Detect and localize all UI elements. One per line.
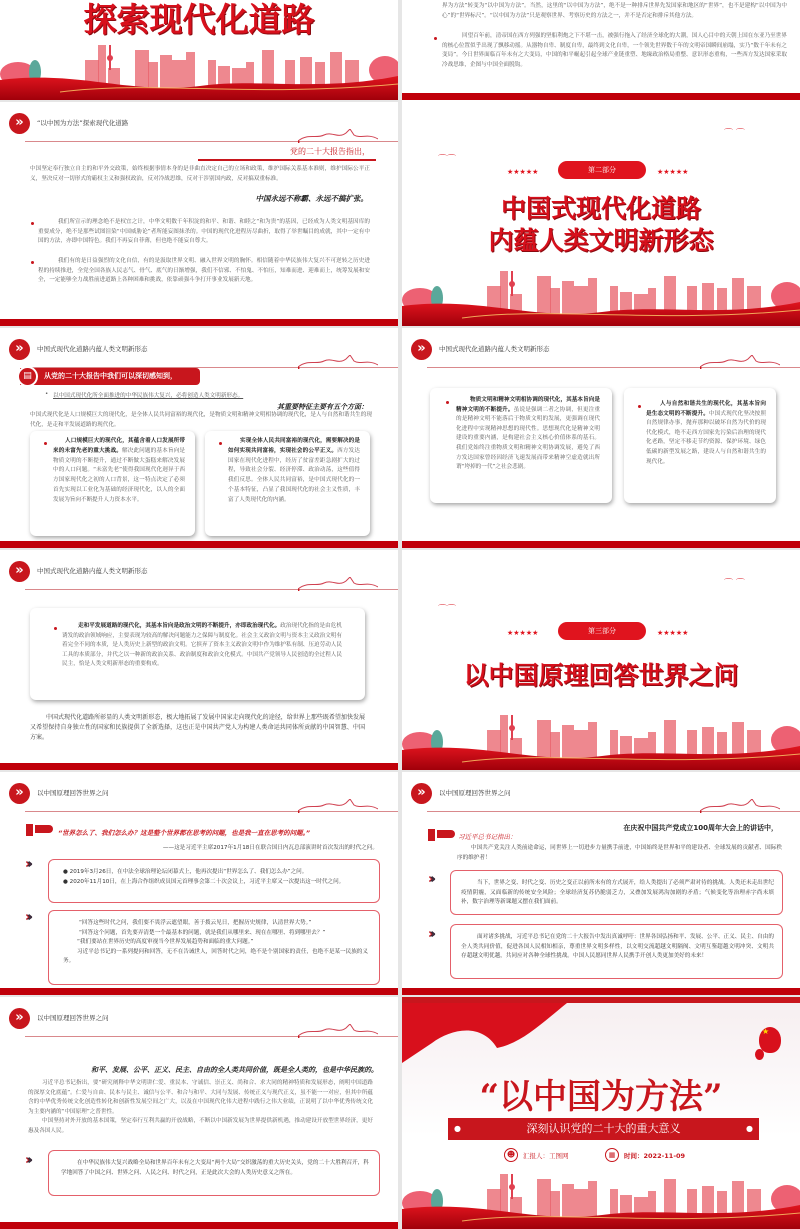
double-chevron-icon: » xyxy=(9,783,30,804)
card-heading: 人与自然和谐共生的现代化，其基本旨向是生态文明的不断提升。 xyxy=(646,401,766,417)
card-text: 解决此问题的基本旨向是物质文明的不断提升，通过不断做大蛋糕来解决发展中的人口问题。“未富先老”使得我国现代化迥异于西方国家现代化之初的人口背景，这一特点决定了必须首先实现以工业化为基础的经济现代化，以人的全面发展为旨向不断提升人力资本水平。 xyxy=(53,447,185,503)
paragraph: 回望百年前，清帝国在西方列强的坚船利炮之下不堪一击，被强行拖入了经济全球化的大潮，国人心目中的天朝上国在东亚乃至世界的核心位置似乎出现了飘移动摇。从器物自卑、制度自卑，最终到文化自卑，一个领先世界数千年的文明帝国瞬间崩塌，实乃“数千年未有之变局”。今日世界面临百年未有之大变局，中国的和平崛起引起全球产业链重塑、地缘政治格局重整、意识形态重构，一些西方发达国家采取冷战思维，企图与中国全面脱钩。 xyxy=(442,33,787,68)
feature-card xyxy=(624,388,776,503)
cityscape-banner xyxy=(0,40,398,100)
subtitle-underline xyxy=(198,159,376,161)
chevrons-icon: ››› xyxy=(428,872,433,887)
great-wall-icon xyxy=(298,128,378,142)
paragraph: 习近平总书记指出，要“研究阐释中华文明讲仁爱、重民本、守诚信、崇正义、尚和合、求大同的精神特质和发展形态，阐明中国道路的深厚文化底蕴”。仁爱与自由、民本与民主、诚信与公平、和合与和平、大同与发展、传统正义与现代正义，虽不能一一对应，但其中所蕴含的中华优秀传统文化创造性转化和创新性发展空间之广大，以及在中国现代化伟大进程中践行之伟大业绩，正说明了以中华优秀传统文化为主要内涵的“中国原理”之普世性。 xyxy=(28,1080,373,1115)
cover-subtitle-text: 深刻认识党的二十大的重大意义 xyxy=(526,1122,681,1135)
label: 习近平总书记指出： xyxy=(458,833,517,841)
great-wall-icon xyxy=(298,798,378,812)
slide-header: 以中国原理回答世界之问 xyxy=(37,1014,109,1022)
footer-bar xyxy=(402,541,800,548)
great-wall-icon xyxy=(298,576,378,590)
cityscape-banner xyxy=(402,266,800,326)
slide-header: 以中国原理回答世界之问 xyxy=(37,789,109,797)
quote-line: “回答这个问题，首先要弄清楚一个最基本的问题，就是我们从哪里来、现在在哪里、将到哪里去？” xyxy=(79,929,326,936)
card-heading: 物质文明和精神文明相协调的现代化，其基本旨向是精神文明的不断提升。 xyxy=(456,397,600,413)
great-wall-icon xyxy=(700,354,780,368)
great-wall-icon xyxy=(700,798,780,812)
card-text: 政治现代化指的是由危机诱发的政治领域响应，主要表现为较高的解决问题能力之保障与制度化。社会主义政治文明与资本主义政治文明有着完全不同的本质，是人类历史上新型的政治文明。它摈弃了资本主义政治文明中作为维护私有制、压迫劳动人民工具的本质部分，并代之以一种新的政治关系、政治制度和政治文化模式。中国共产党领导人民创造的全过程人民民主，恰是人类文明新形态的重要构成。 xyxy=(62,623,342,668)
info-box xyxy=(48,910,380,985)
info-box xyxy=(450,870,783,915)
bullet-dot xyxy=(31,261,34,264)
feature-card xyxy=(30,608,365,700)
occasion: 在庆祝中国共产党成立100周年大会上的讲话中， xyxy=(623,824,778,832)
section-title-line: 内蕴人类文明新形态 xyxy=(488,226,714,255)
slide-header: 中国式现代化道路内蕴人类文明新形态 xyxy=(37,345,148,353)
box-text: 当下，世界之变、时代之变、历史之变正以前所未有的方式展开，给人类提出了必须严肃对待的挑战。人类还未走出世纪疫情阴霾，又面临新的传统安全风险；全球经济复苏仍脆弱乏力，又叠加发展鸿沟加剧的矛盾；气候变化等治理赤字尚未填补，数字治理等新课题又摆在我们面前。 xyxy=(461,880,774,906)
card-heading: 走和平发展道路的现代化，其基本旨向是政治文明的不断提升，亦即政治现代化。 xyxy=(78,623,281,629)
slide-2[interactable] xyxy=(0,102,398,326)
pointing-hand-icon xyxy=(26,824,54,836)
chevrons-icon: ››› xyxy=(25,1153,30,1168)
double-chevron-icon: » xyxy=(9,1008,30,1029)
bullet-dot: ● xyxy=(746,1124,753,1133)
pointing-hand-icon xyxy=(428,829,456,841)
great-wall-icon xyxy=(298,354,378,368)
reporter: 汇报人：工图网 xyxy=(523,1152,569,1160)
card-text: 虽说是强调二者之协调，但更注重的是精神文明不能落后于物质文明的发展，更强调在现代化进程中实现精神思想的现代性。思想现代化是精神文明建设的重要内涵，是构建社会主义核心价值体系的基石。我们党始终注重物质文明和精神文明协调发展，避免了西方发达国家曾经因经济飞速发展而带来精神空虚造就出所谓“垮掉的一代”之社会悲剧。 xyxy=(456,406,600,471)
bullet-dot: ● xyxy=(454,1124,461,1133)
info-box xyxy=(48,859,380,903)
slide-header: 以中国原理回答世界之问 xyxy=(439,789,511,797)
slide-6[interactable] xyxy=(0,997,398,1229)
quote-line: “回答这些时代之问，我们要不畏浮云遮望眼，善于拨云见日，把握历史规律，认清世界大势。” xyxy=(79,920,312,926)
footer-bar xyxy=(0,1222,398,1229)
cover-subtitle xyxy=(448,1118,759,1140)
bird-icon: ⌒ ⌒ xyxy=(724,579,745,589)
bullet-text: 我们有的是日益强烈的文化自信，有的是汲取世界文明、融入世界文明的胸怀。相信随着中华民族伟大复兴不可逆转之历史进程的持续推进，全党全国各族人民志气、骨气、底气的日渐增强，我们不信邪、不怕鬼、不怕压，知难而进、迎难而上，统筹发展和安全，一定能够全力战胜前进道路上各种困难和挑战，依靠顽强斗争打开事业发展新天地。 xyxy=(38,258,370,284)
paragraph: 中国共产党关注人类前途命运，同世界上一切进步力量携手前进，中国始终是世界和平的建设者、全球发展的贡献者、国际秩序的维护者！ xyxy=(457,845,782,861)
chevrons-icon: ››› xyxy=(25,910,30,925)
quote: 和平、发展、公平、正义、民主、自由的全人类共同价值，既是全人类的，也是中华民族的。 xyxy=(91,1065,378,1074)
footer-bar xyxy=(0,541,398,548)
slide-header: “以中国为方法”探索现代化道路 xyxy=(37,119,129,127)
bullet-dot xyxy=(446,401,449,404)
list-item: ● 2020年11月10日，在上海合作组织成员国元首理事会第二十次会议上，习近平主席又一次提出这一时代之问。 xyxy=(63,878,345,885)
footer-bar xyxy=(0,319,398,326)
hot-air-balloon-icon: ★ xyxy=(759,1027,781,1053)
double-chevron-icon: » xyxy=(9,113,30,134)
paragraph: 中国坚持对外开放的基本国策，坚定奉行互利共赢的开放战略，不断以中国新发展为世界提供新机遇，推动建设开放型世界经济，更好惠及各国人民。 xyxy=(28,1118,373,1134)
calendar-icon: ▦ xyxy=(605,1148,619,1162)
double-chevron-icon: » xyxy=(411,339,432,360)
bullet-dot xyxy=(434,37,437,40)
slide-header: 中国式现代化道路内蕴人类文明新形态 xyxy=(37,567,148,575)
slide-4[interactable] xyxy=(0,550,398,770)
slide-3-right[interactable] xyxy=(402,328,800,548)
paragraph: 中国坚定奉行独立自主的和平外交政策，始终根据事情本身的是非曲直决定自己的立场和政策，维护国际关系基本准则，维护国际公平正义，坚决反对一切形式的霸权主义和强权政治，反对冷战思维，反对干涉别国内政，反对搞双重标准。 xyxy=(30,166,370,182)
card-heading: 人口规模巨大的现代化，其蕴含着人口发展所带来的未富先老的重大挑战。 xyxy=(53,438,185,454)
cover-title: “以中国为方法” xyxy=(479,1077,723,1117)
bullet-dot: • xyxy=(45,391,49,397)
info-box xyxy=(48,1150,380,1196)
card-text: 中国式现代化坚决按照自然规律办事，抛弃那种以破坏自然为代价的现代化模式，绝不走西方国家先污染后治理的现代化老路，坚定不移走节约资源、保护环境、绿色低碳的新型发展之路，建设人与自然和谐共生的现代化。 xyxy=(646,410,766,465)
label-banner xyxy=(20,368,200,385)
great-wall-icon xyxy=(298,1023,378,1037)
double-chevron-icon: » xyxy=(411,783,432,804)
box-text: 面对诸多挑战，习近平总书记在党的二十大报告中发出真诚呼吁：世界各国弘扬和平、发展、公平、正义、民主、自由的全人类共同价值，促进各国人民相知相亲，尊重世界文明多样性，以文明交流超越文明隔阂、文明互鉴超越文明冲突、文明共存超越文明优越，共同应对各种全球性挑战。中国人民愿同世界人民携手开创人类更加美好的未来！ xyxy=(461,934,774,960)
bullet-text: 我们所宣示的理念绝不是权宜之计，中华文明数千年积淀的和平、和谐、和睦之“和为贵”的基因，已经成为人类文明基因库的重要成分，绝不是那些试图渲染“中国威胁论”者所能妄图抹杀的。中国的现代化进程历尽曲折，取得了举世瞩目的成就，其中一定有中国的方法，亦即中国特色。我们不再妄自菲薄，但也绝不能妄自尊大。 xyxy=(38,219,370,245)
list-item-text: 2020年11月10日，在上海合作组织成员国元首理事会第二十次会议上，习近平主席又一次提出这一时代之问。 xyxy=(69,878,345,885)
section-title-line: 中国式现代化道路 xyxy=(500,194,701,223)
stars-icon: ★★★★★ xyxy=(507,168,539,176)
feature-card xyxy=(30,431,195,536)
double-chevron-icon: » xyxy=(9,339,30,360)
chevrons-icon: ››› xyxy=(25,857,30,872)
quote: “世界怎么了、我们怎么办？这是整个世界都在思考的问题，也是我一直在思考的问题。” xyxy=(58,829,311,837)
user-icon: ☻ xyxy=(504,1148,518,1162)
bullet-dot xyxy=(31,222,34,225)
slide-title: 探索现代化道路 xyxy=(83,0,315,39)
section-title: 以中国原理回答世界之问 xyxy=(463,661,739,690)
bird-icon: ⌒⌒ xyxy=(438,155,457,165)
source-line: ——这是习近平主席2017年1月18日在联合国日内瓦总部演讲时首次发出的时代之问。 xyxy=(162,845,378,851)
feature-card xyxy=(430,388,612,503)
book-icon: ▤ xyxy=(17,366,38,387)
chevrons-icon: ››› xyxy=(428,927,433,942)
footer-bar xyxy=(402,988,800,995)
section-label: 第三部分 xyxy=(558,622,646,640)
bird-icon: ⌒⌒ xyxy=(438,605,457,615)
slide-header: 中国式现代化道路内蕴人类文明新形态 xyxy=(439,345,550,353)
section-label: 第二部分 xyxy=(558,161,646,179)
card-text: 西方发达国家在现代化进程中，经历了贫富差距急剧扩大的过程，导致社会分裂、经济停滞、政治动荡，这些值得我们反思。全体人民共同富裕，是中国式现代化的一个基本特征，凸显了我国现代化的社会主义性质，丰富了人类现代化的内涵。 xyxy=(228,447,360,503)
footer-bar xyxy=(0,763,398,770)
list-item-text: 2019年3月26日，在中法全球治理论坛闭幕式上，他再次提出“世界怎么了、我们怎么办”之问。 xyxy=(69,869,308,875)
stars-icon: ★★★★★ xyxy=(507,629,539,637)
stars-icon: ★★★★★ xyxy=(657,629,689,637)
slide-text[interactable] xyxy=(402,0,800,100)
footer-bar xyxy=(0,988,398,995)
card-heading: 实现全体人民共同富裕的现代化，需要解决的是如何实现共同富裕，实现社会的公平正义。 xyxy=(228,438,360,454)
quote-line: “我们要站在世界历史的高度审视当今世界发展趋势和面临的重大问题。” xyxy=(77,939,254,946)
paragraph: 习近平总书记的一系列提问和回答，无不在告诫世人，回答时代之问，绝不是个别国家的责任，也绝不是某一民族的义务。 xyxy=(63,948,368,965)
hot-air-balloon-icon xyxy=(755,1049,764,1060)
footer-bar xyxy=(402,93,800,100)
box-text: 在中华民族伟大复兴战略全局和世界百年未有之大变局“两个大局”交织激荡的重大历史关头，党的二十大胜利召开，科学地回答了中国之问、世界之问、人民之问、时代之问，正是此次大会的人类历史意义之所在。 xyxy=(61,1160,369,1176)
slide-3[interactable] xyxy=(0,328,398,548)
section-divider-2[interactable] xyxy=(402,100,800,326)
feature-card xyxy=(205,431,370,536)
bullet-dot xyxy=(638,405,641,408)
bird-icon: ⌒ ⌒ xyxy=(724,129,745,139)
section-divider-3[interactable] xyxy=(402,550,800,770)
subtitle: 党的二十大报告指出， xyxy=(290,147,370,156)
list-item: ● 2019年3月26日，在中法全球治理论坛闭幕式上，他再次提出“世界怎么了、我们怎么办”之问。 xyxy=(63,869,308,875)
cover-slide[interactable] xyxy=(402,997,800,1229)
stars-icon: ★★★★★ xyxy=(657,168,689,176)
paragraph: 中国式现代化道路所彰显的人类文明新形态，极大地拓展了发展中国家走向现代化的途径，给世界上那些既希望加快发展又希望保持自身独立性的国家和民族提供了全新选择，这也正是中国共产党人为构建人类命运共同体所贡献的中国智慧、中国方案。 xyxy=(30,714,365,741)
slide-5-right[interactable] xyxy=(402,772,800,995)
bullet-dot xyxy=(219,442,222,445)
date: 时间：2022-11-09 xyxy=(624,1152,686,1160)
flag-ribbon-icon xyxy=(402,1003,572,1063)
quote: 中国永远不称霸、永远不搞扩张。 xyxy=(255,194,368,203)
bullet-list xyxy=(63,868,368,887)
bullet-dot xyxy=(54,627,57,630)
paragraph: 界为方法”转变为“以中国为方法”。当然，这里的“以中国为方法”，绝不是一种排斥世界先发国家和地区的“世界”，也不是建构“以中国为中心”的“世界标尺”。“以中国为方法”只是观察世界、考察历史的方法之一，并不是否定和排斥其他方法。 xyxy=(442,3,787,19)
info-box xyxy=(450,924,783,979)
cityscape-banner xyxy=(402,1169,800,1229)
bullet-text: 以中国式现代化所全面推进的中华民族伟大复兴，必将创造人类文明新形态。 xyxy=(53,393,244,399)
bullet-dot xyxy=(44,442,47,445)
paragraph: 中国式现代化是人口规模巨大的现代化，是全体人民共同富裕的现代化，是物质文明和精神文明相协调的现代化，是人与自然和谐共生的现代化，是走和平发展道路的现代化。 xyxy=(30,412,372,428)
slide-5[interactable] xyxy=(0,772,398,995)
label-text: 从党的二十大报告中我们可以深切感知到， xyxy=(44,372,177,380)
double-chevron-icon: » xyxy=(9,561,30,582)
feature-heading: 其重要特征主要有五个方面： xyxy=(277,402,368,411)
slide-cover-tail[interactable] xyxy=(0,0,398,100)
cityscape-banner xyxy=(402,710,800,770)
